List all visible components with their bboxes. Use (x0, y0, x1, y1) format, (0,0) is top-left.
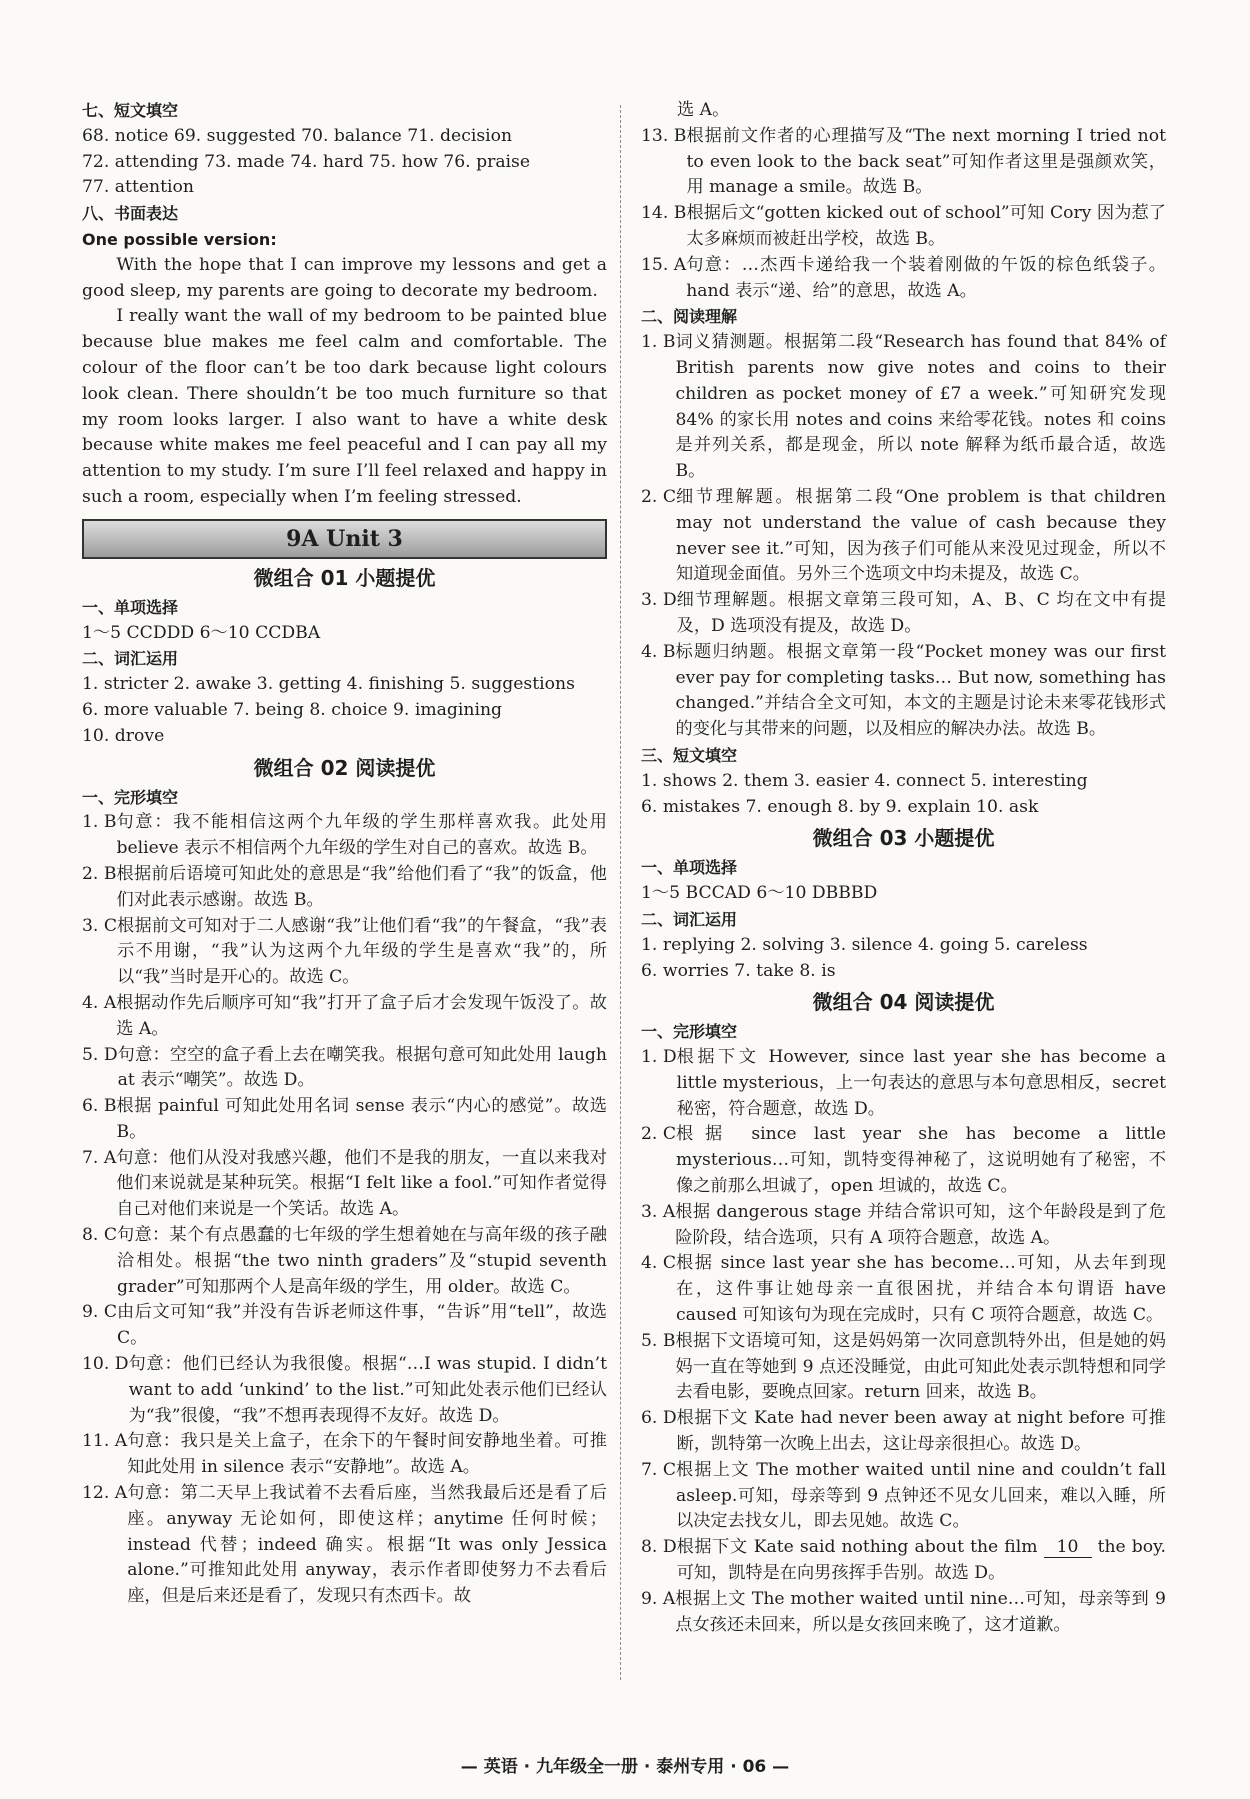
group-title: 微组合 02 阅读提优 (253, 755, 436, 780)
item-number: 8. D (641, 1537, 677, 1558)
section-title: 八、书面表达 (82, 204, 179, 224)
answer-item (641, 485, 1166, 588)
item-text: 细节理解题。根据文章第三段可知，A、B、C 均在文中有提及，D 选项没有提及，故选 D。 (676, 590, 1166, 636)
item-text: 细节理解题。根据第二段“One problem is that children may not understand the value of cash because they never see it.”可知，因为孩子们可能从来没见过现金，所以不知道现金面值。另外三个选项文中均未提及，故选 C。 (676, 486, 1166, 585)
answer-item (82, 1043, 607, 1095)
section-title: 七、短文填空 (82, 101, 179, 120)
continued-text: 选 A。 (677, 100, 730, 120)
item-number: 8. C (82, 1225, 118, 1246)
item-number: 3. C (82, 915, 118, 936)
column-divider (620, 105, 621, 1680)
answer-item (82, 914, 607, 991)
item-text: 词义猜测题。根据第二段“Research has found that 84% of British parents now give notes and coins to their children as pocket money of £7 a week.”可知研究发现 84% 的家长用 notes and coins 来给零花钱。notes 和 coins 是并列关系，都是现金，所以 note 解释为纸币最合适，故选 B。 (675, 332, 1166, 482)
answer-item (641, 1122, 1166, 1199)
item-text: 根据下文 Kate had never been away at night before 可推断，凯特第一次晚上出去，这让母亲很担心。故选 D。 (676, 1408, 1166, 1455)
answer-item (82, 862, 607, 914)
item-number: 4. A (82, 992, 117, 1013)
item-number: 10. D (82, 1354, 129, 1375)
item-text: 根据前文可知对于二人感谢“我”让他们看“我”的午餐盒，“我”表示不用谢，“我”认为这两个九年级的学生是喜欢“我”的，所以“我”当时是开心的。故选 C。 (117, 915, 607, 988)
answer-item (82, 1146, 607, 1223)
answer-item (641, 1535, 1166, 1587)
item-text: 根据下文 However, since last year she has become a little mysterious，上一句表达的意思与本句意思相反，secret 秘密，符合题意，故选 D。 (676, 1047, 1166, 1119)
answer-line: 10. drove (82, 725, 165, 746)
footer-text: — 英语 · 九年级全一册 · 泰州专用 · 06 — (460, 1757, 790, 1777)
item-number: 2. C (641, 486, 677, 507)
section-title: 二、阅读理解 (641, 307, 738, 327)
answer-line: 6. more valuable 7. being 8. choice 9. imagining (82, 699, 503, 720)
item-number: 1. B (82, 812, 117, 833)
answer-item (641, 1045, 1166, 1122)
item-text: 根据前文作者的心理描写及“The next morning I tried not to even look to the back seat”可知作者这里是强颜欢笑，用 manage a smile。故选 B。 (686, 125, 1166, 198)
answer-line: 72. attending 73. made 74. hard 75. how 76. praise (82, 151, 531, 172)
item-number: 6. B (82, 1096, 117, 1117)
item-text-part: the boy.可知，凯特是在向男孩挥手告别。故选 D。 (676, 1537, 1166, 1584)
answer-line: 1. stricter 2. awake 3. getting 4. finishing 5. suggestions (82, 674, 575, 695)
item-number: 15. A (641, 254, 687, 275)
answer-item (641, 640, 1166, 743)
answer-line: 1～5 CCDDD 6～10 CCDBA (82, 622, 321, 643)
item-number: 12. A (82, 1483, 128, 1504)
item-text: 根据后文“gotten kicked out of school”可知 Cory 因为惹了太多麻烦而被赶出学校，故选 B。 (686, 203, 1166, 249)
item-number: 2. C (641, 1124, 677, 1145)
item-number: 5. D (82, 1044, 118, 1065)
answer-item (641, 1406, 1166, 1458)
version-label: One possible version: (82, 229, 277, 249)
section-title: 一、完形填空 (82, 787, 179, 807)
answer-line: 1～5 BCCAD 6～10 DBBBD (641, 883, 878, 904)
answer-line: 77. attention (82, 177, 194, 198)
item-text: 根据动作先后顺序可知“我”打开了盒子后才会发现午饭没了。故选 A。 (116, 992, 607, 1039)
item-text: 根据前后语境可知此处的意思是“我”给他们看了“我”的饭盒，他们对此表示感谢。故选 B。 (116, 863, 607, 910)
item-text: 根据 dangerous stage 并结合常识可知，这个年龄段是到了危险阶段，结合选项，只有 A 项符合题意，故选 A。 (675, 1201, 1166, 1248)
item-text (677, 1535, 1166, 1587)
answer-item (641, 330, 1166, 485)
item-text: 根据上文 The mother waited until nine…可知，母亲等到 9 点女孩还未回来，所以是女孩回来晚了，这才道歉。 (675, 1588, 1166, 1635)
answer-item (82, 1223, 607, 1300)
answer-item (641, 588, 1166, 640)
answer-item (82, 991, 607, 1043)
group-title: 微组合 04 阅读提优 (812, 990, 995, 1015)
answer-item (82, 1481, 607, 1610)
section-title: 二、词汇运用 (641, 909, 738, 929)
answer-item (641, 201, 1166, 253)
group-title: 微组合 01 小题提优 (253, 565, 436, 590)
item-number: 7. C (641, 1459, 677, 1480)
item-text: 句意：我只是关上盒子，在余下的午餐时间安静地坐着。可推知此处用 in silence 表示“安静地”。故选 A。 (127, 1431, 607, 1478)
item-number: 6. D (641, 1408, 677, 1429)
item-number: 1. D (641, 1047, 677, 1068)
item-text: 根据上文 The mother waited until nine and couldn’t fall asleep.可知，母亲等到 9 点钟还不见女儿回来，难以入睡，所以决定去找女儿，即去见她。故选 C。 (676, 1459, 1166, 1532)
item-text: 句意：空空的盒子看上去在嘲笑我。根据句意可知此处用 laugh at 表示“嘲笑”。故选 D。 (117, 1044, 607, 1091)
item-number: 4. B (641, 641, 676, 662)
answer-item (641, 1458, 1166, 1535)
answer-item (82, 1429, 607, 1481)
answer-item (641, 253, 1166, 305)
item-text: 句意：他们已经认为我很傻。根据“…I was stupid. I didn’t want to add ‘unkind’ to the list.”可知此处表示他们已经认为“我”很傻，“我”不想再表现得不友好。故选 D。 (128, 1354, 607, 1426)
answer-item (82, 810, 607, 862)
underlined-blank: 10 (1044, 1537, 1092, 1558)
item-text: 由后文可知“我”并没有告诉老师这件事，“告诉”用“tell”，故选 C。 (117, 1302, 607, 1349)
right-column (641, 98, 1166, 1638)
answer-item (82, 1300, 607, 1352)
left-column (82, 98, 607, 1610)
section-title: 二、词汇运用 (82, 649, 179, 669)
answer-item (641, 1200, 1166, 1252)
answer-item (82, 1352, 607, 1429)
item-number: 11. A (82, 1431, 128, 1452)
answer-line: 68. notice 69. suggested 70. balance 71. decision (82, 125, 513, 146)
item-text: 句意：某个有点愚蠢的七年级的学生想着她在与高年级的孩子融洽相处。根据“the two ninth graders”及“stupid seventh grader”可知那两个人是高年级的学生，用 older。故选 C。 (117, 1225, 607, 1297)
item-number: 7. A (82, 1147, 117, 1168)
item-text: 句意：第二天早上我试着不去看后座，当然我最后还是看了后座。anyway 无论如何，即使这样；anytime 任何时候；instead 代替；indeed 确实。根据“It was only Jessica alone.”可推知此处用 anyway，表示作者即使努力不去看后座，但是后来还是看了，发现只有杰西卡。故 (127, 1483, 607, 1607)
answer-item (82, 1094, 607, 1146)
item-number: 3. D (641, 590, 677, 611)
answer-item (641, 1251, 1166, 1328)
item-number: 4. C (641, 1253, 677, 1274)
item-text: 根据下文语境可知，这是妈妈第一次同意凯特外出，但是她的妈妈一直在等她到 9 点还没睡觉，由此可知此处表示凯特想和同学去看电影，要晚点回家。return 回来，故选 B。 (675, 1330, 1166, 1403)
item-number: 3. A (641, 1201, 676, 1222)
page-footer (0, 1752, 1250, 1777)
item-number: 9. A (641, 1588, 676, 1609)
item-number: 14. B (641, 203, 687, 224)
item-text: 根据 painful 可知此处用名词 sense 表示“内心的感觉”。故选 B。 (116, 1096, 607, 1142)
group-title: 微组合 03 小题提优 (812, 826, 995, 851)
section-title: 三、短文填空 (641, 745, 738, 765)
item-number: 13. B (641, 125, 687, 146)
item-text: 根据 since last year she has become a little mysterious…可知，凯特变得神秘了，这说明她有了秘密，不像之前那么坦诚了，open 坦诚的，故选 C。 (676, 1124, 1166, 1197)
section-title: 一、单项选择 (82, 597, 179, 617)
unit-banner: 9A Unit 3 (82, 519, 607, 559)
answer-item (641, 124, 1166, 201)
item-number: 2. B (82, 863, 117, 884)
item-text: 句意：他们从没对我感兴趣，他们不是我的朋友，一直以来我对他们来说就是某种玩笑。根据“I felt like a fool.”可知作者觉得自己对他们来说是一个笑话。故选 A。 (116, 1147, 607, 1220)
answer-item (641, 1329, 1166, 1406)
answer-line: 1. replying 2. solving 3. silence 4. going 5. careless (641, 934, 1088, 955)
item-text: 根据 since last year she has become…可知，从去年到现在，这件事让她母亲一直很困扰，并结合本句谓语 have caused 可知该句为现在完成时，只有 C 项符合题意，故选 C。 (676, 1253, 1166, 1326)
essay-paragraph: I really want the wall of my bedroom to be painted blue because blue makes me feel calm and comfortable. The colour of the floor can’t be too dark because light colours look clean. There shouldn’t be too much furniture so that my room looks larger. I also want to have a white desk because white makes me feel peaceful and I can pay all my attention to my study. I’m sure I’ll feel relaxed and happy in such a room, especially when I’m feeling stressed. (82, 306, 607, 507)
section-title: 一、完形填空 (641, 1022, 738, 1042)
essay-paragraph: With the hope that I can improve my lessons and get a good sleep, my parents are going to decorate my bedroom. (82, 254, 607, 301)
item-text: 句意：…杰西卡递给我一个装着刚做的午饭的棕色纸袋子。hand 表示“递、给”的意思，故选 A。 (686, 254, 1166, 301)
item-text: 标题归纳题。根据文章第一段“Pocket money was our first ever pay for completing tasks… But now, something has changed.”并结合全文可知，本文的主题是讨论未来零花钱形式的变化与其带来的问题，以及相应的解决办法。故选 B。 (675, 641, 1166, 740)
answer-line: 6. worries 7. take 8. is (641, 960, 836, 981)
item-number: 1. B (641, 332, 676, 353)
answer-item (641, 1587, 1166, 1639)
section-title: 一、单项选择 (641, 858, 738, 878)
item-number: 5. B (641, 1330, 676, 1351)
item-number: 9. C (82, 1302, 118, 1323)
answer-line: 1. shows 2. them 3. easier 4. connect 5. interesting (641, 770, 1088, 791)
answer-line: 6. mistakes 7. enough 8. by 9. explain 10. ask (641, 796, 1039, 817)
item-text-part: 根据下文 Kate said nothing about the film (676, 1537, 1038, 1558)
item-text: 句意：我不能相信这两个九年级的学生那样喜欢我。此处用 believe 表示不相信两个九年级的学生对自己的喜欢。故选 B。 (116, 812, 607, 859)
